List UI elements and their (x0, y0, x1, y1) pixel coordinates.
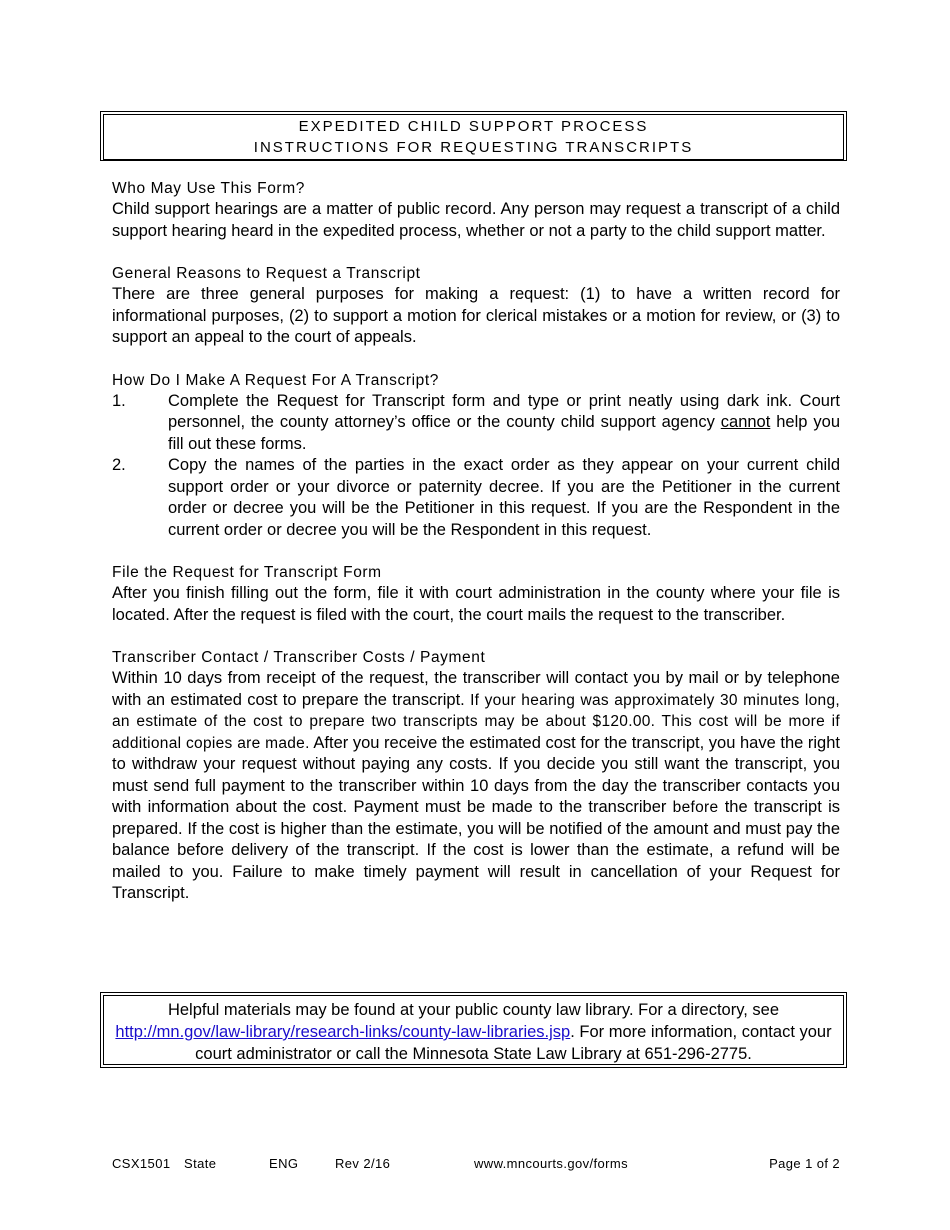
section-who (112, 178, 840, 242)
info-text: . For more information, contact your court administrator or call the Minnesota State Law Library at 651-296-2775. (195, 1023, 832, 1063)
law-library-link[interactable]: http://mn.gov/law-library/research-links/county-law-libraries.jsp (115, 1023, 571, 1041)
body-part: Within 10 days from receipt of the request, the transcriber will contact you by mail or by telephone with an estimated cost to prepare the transcript. (112, 669, 840, 709)
list-item (112, 455, 840, 541)
title-line-1: EXPEDITED CHILD SUPPORT PROCESS (298, 118, 649, 135)
footer-language: ENG (269, 1156, 299, 1171)
list-number: 2. (112, 456, 126, 474)
instructions-content (112, 178, 840, 926)
footer-revision: Rev 2/16 (335, 1156, 391, 1171)
info-box-inner (103, 995, 844, 1065)
section-heading: General Reasons to Request a Transcript (112, 265, 421, 282)
footer-website[interactable]: www.mncourts.gov/forms (474, 1156, 629, 1171)
info-text: Helpful materials may be found at your public county law library. For a directory, see (167, 1001, 780, 1019)
body-part: the transcript is prepared. If the cost is higher than the estimate, you will be notified of the amount and must pay the balance before delivery of the transcript. If the cost is lower than the estimate, a refund will be mailed to you. Failure to make timely payment will result in cancellation of your Request for Transcript. (112, 798, 840, 902)
before-word: before (672, 799, 719, 816)
section-body: After you finish filling out the form, file it with court administration in the county where your file is located. After the request is filed with the court, the court mails the request to the transcriber. (112, 584, 840, 624)
section-heading: Who May Use This Form? (112, 180, 305, 197)
section-costs (112, 647, 840, 905)
section-heading: How Do I Make A Request For A Transcript? (112, 371, 439, 389)
section-body: There are three general purposes for making a request: (1) to have a written record for informational purposes, (2) to support a motion for clerical mistakes or a motion for review, or (3) to support an appeal to the court of appeals. (112, 285, 840, 346)
section-how (112, 370, 840, 542)
cost-estimate-text: If your hearing was approximately 30 minutes long, an estimate of the cost to prepare two transcripts may be about $120.00. This cost will be more if additional copies are made. (112, 691, 841, 752)
section-body: Child support hearings are a matter of public record. Any person may request a transcript of a child support hearing heard in the expedited process, whether or not a party to the child support matter. (112, 200, 840, 240)
underlined-word: cannot (720, 413, 771, 431)
footer-jurisdiction: State (184, 1156, 217, 1171)
section-heading: File the Request for Transcript Form (112, 564, 382, 581)
title-box (100, 111, 847, 161)
list-item (112, 391, 840, 456)
list-text-part: Complete the Request for Transcript form and type or print neatly using dark ink. Court personnel, the county attorney’s office or the county child support agency (168, 391, 840, 431)
section-file (112, 562, 840, 626)
footer-form-code: CSX1501 (112, 1156, 171, 1171)
list-text (168, 391, 840, 456)
info-box (100, 992, 847, 1068)
list-number: 1. (112, 391, 126, 410)
title-line-2: INSTRUCTIONS FOR REQUESTING TRANSCRIPTS (253, 139, 694, 156)
footer-page-number: Page 1 of 2 (769, 1156, 840, 1171)
section-reasons (112, 263, 840, 349)
list-text-part: help you fill out these forms. (168, 413, 840, 453)
section-heading: Transcriber Contact / Transcriber Costs / Payment (112, 649, 486, 666)
title-inner (103, 114, 844, 160)
list-text: Copy the names of the parties in the exact order as they appear on your current child support order or your divorce or paternity decree. If you are the Petitioner in the current order or decree you will be the Petitioner in this request. If you are the Respondent in the current order or decree you will be the Respondent in this request. (168, 456, 840, 539)
body-part: After you receive the estimated cost for the transcript, you have the right to withdraw your request without paying any costs. If you decide you still want the transcript, you must send full payment to the transcriber within 10 days from the day the transcriber contacts you with information about the cost. Payment must be made to the transcriber (112, 733, 840, 816)
footer (112, 1156, 840, 1174)
section-body (112, 668, 840, 905)
